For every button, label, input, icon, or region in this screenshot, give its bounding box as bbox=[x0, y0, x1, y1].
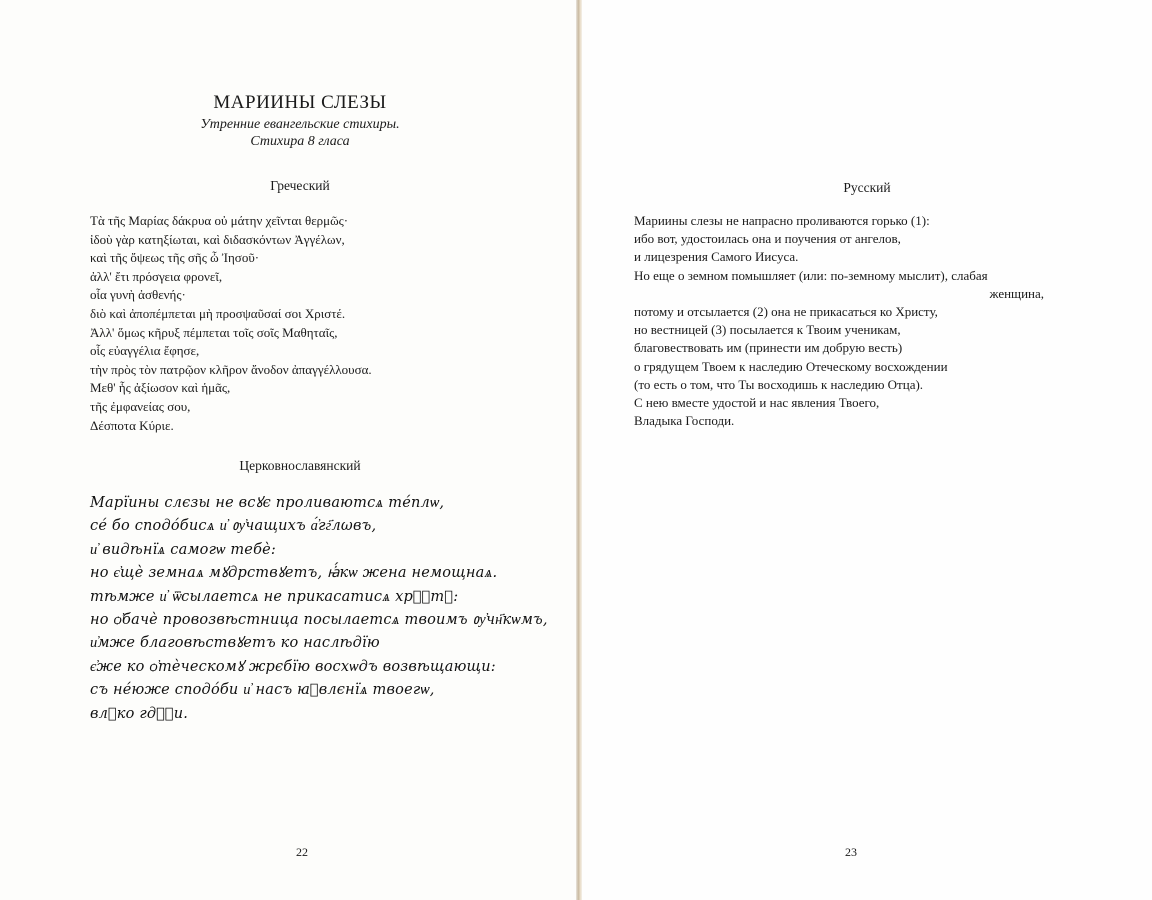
russian-line: но вестницей (3) посылается к Твоим ученикам, bbox=[634, 322, 901, 338]
page-number-left: 22 bbox=[296, 845, 308, 859]
greek-heading: Греческий bbox=[270, 178, 330, 193]
slavonic-line: влⷣко гдⷭ҇и. bbox=[90, 705, 189, 722]
slavonic-line: но ѻ҆бачѐ провозвѣстница посылаетсѧ твоимъ ᲂу҆чн҃кѡмъ, bbox=[90, 611, 548, 628]
page-title: МАРИИНЫ СЛЕЗЫ bbox=[213, 92, 387, 113]
russian-line: Но еще о земном помышляет (или: по-земному мыслит), слабая bbox=[634, 267, 988, 283]
russian-line: С нею вместе удостой и нас явления Твоего, bbox=[634, 394, 880, 410]
russian-heading: Русский bbox=[843, 180, 891, 195]
greek-line: τὴν πρὸς τὸν πατρῷον κλῆρον ἄνοδον ἀπαγγέλλουσα. bbox=[90, 361, 372, 377]
russian-line: о грядущем Твоем к наследию Отеческому восхождении bbox=[634, 358, 948, 374]
slavonic-heading: Церковнославянский bbox=[239, 458, 361, 473]
slavonic-line: но є҆щѐ земнаѧ мꙋдрствꙋетъ, ꙗ҆́кѡ жена немощнаѧ. bbox=[90, 565, 498, 582]
russian-line: благовествовать им (принести им добрую весть) bbox=[634, 340, 903, 356]
greek-line: ἀλλ' ἔτι πρόσγεια φρονεῖ, bbox=[90, 268, 223, 284]
russian-line: и лицезрения Самого Иисуса. bbox=[634, 249, 799, 265]
greek-line: οἷς εὐαγγέλια ἔφησε, bbox=[90, 343, 200, 359]
greek-line: καὶ τῆς ὄψεως τῆς σῆς ὦ Ἰησοῦ· bbox=[90, 250, 260, 266]
slavonic-text bbox=[90, 492, 548, 726]
slavonic-line: тѣмже и҆ ѿсылаетсѧ не прикасатисѧ хрⷭ҇тꙋ: bbox=[90, 588, 459, 605]
subtitle-line-1: Утренние евангельские стихиры. bbox=[200, 117, 400, 132]
slavonic-line: и҆ видѣнїѧ самогѡ тебѐ: bbox=[90, 541, 277, 558]
russian-text bbox=[634, 212, 1044, 430]
slavonic-line: съ нéюже сподóби и҆ насъ ꙗ҆влєнїѧ твоегѡ, bbox=[90, 682, 435, 699]
greek-line: διὸ καὶ ἀποπέμπεται μὴ προσψαῦσαί σοι Χριστέ. bbox=[90, 305, 346, 321]
right-page bbox=[582, 0, 1152, 900]
slavonic-line: Марїины слєзы не всꙋє прoливаютсѧ тéплѡ, bbox=[90, 495, 445, 511]
slavonic-line: сé бо сподóбисѧ и҆ ᲂу҆чащихъ а҆́гг҃лωвъ, bbox=[90, 518, 377, 535]
greek-line: ἰδοὺ γὰρ κατηξίωται, καὶ διδασκόντων Ἀγγέλων, bbox=[90, 231, 345, 247]
greek-text bbox=[90, 212, 372, 435]
greek-line: Δέσποτα Κύριε. bbox=[90, 417, 174, 433]
subtitle-line-2: Стихира 8 гласа bbox=[250, 134, 350, 149]
russian-line: Мариины слезы не напрасно проливаются горько (1): bbox=[634, 213, 930, 228]
russian-line: потому и отсылается (2) она не прикасаться ко Христу, bbox=[634, 303, 938, 319]
greek-line: Τὰ τῆς Μαρίας δάκρυα οὐ μάτην χεῖνται θερμῶς· bbox=[90, 213, 349, 228]
russian-line: (то есть о том, что Ты восходишь к наследию Отца). bbox=[634, 376, 924, 392]
greek-line: Μεθ' ἧς ἀξίωσον καὶ ἡμᾶς, bbox=[90, 380, 231, 396]
slavonic-line: и҆мже благовѣствꙋетъ ко наслѣдїю bbox=[90, 635, 380, 652]
slavonic-line: є҆же ко ѻ҆тѐческомꙋ жрєбїю восхѡдъ возвѣщающи: bbox=[90, 658, 496, 675]
greek-line: τῆς ἐμφανείας σου, bbox=[90, 398, 191, 414]
russian-line: женщина, bbox=[989, 285, 1044, 301]
russian-line: Владыка Господи. bbox=[634, 413, 735, 429]
russian-line: ибо вот, удостоилась она и поучения от ангелов, bbox=[634, 231, 901, 247]
greek-line: οἷα γυνὴ ἀσθενής· bbox=[90, 287, 186, 303]
greek-line: Ἀλλ' ὅμως κῆρυξ πέμπεται τοῖς σοῖς Μαθηταῖς, bbox=[90, 324, 338, 340]
page-number-right: 23 bbox=[845, 845, 857, 859]
